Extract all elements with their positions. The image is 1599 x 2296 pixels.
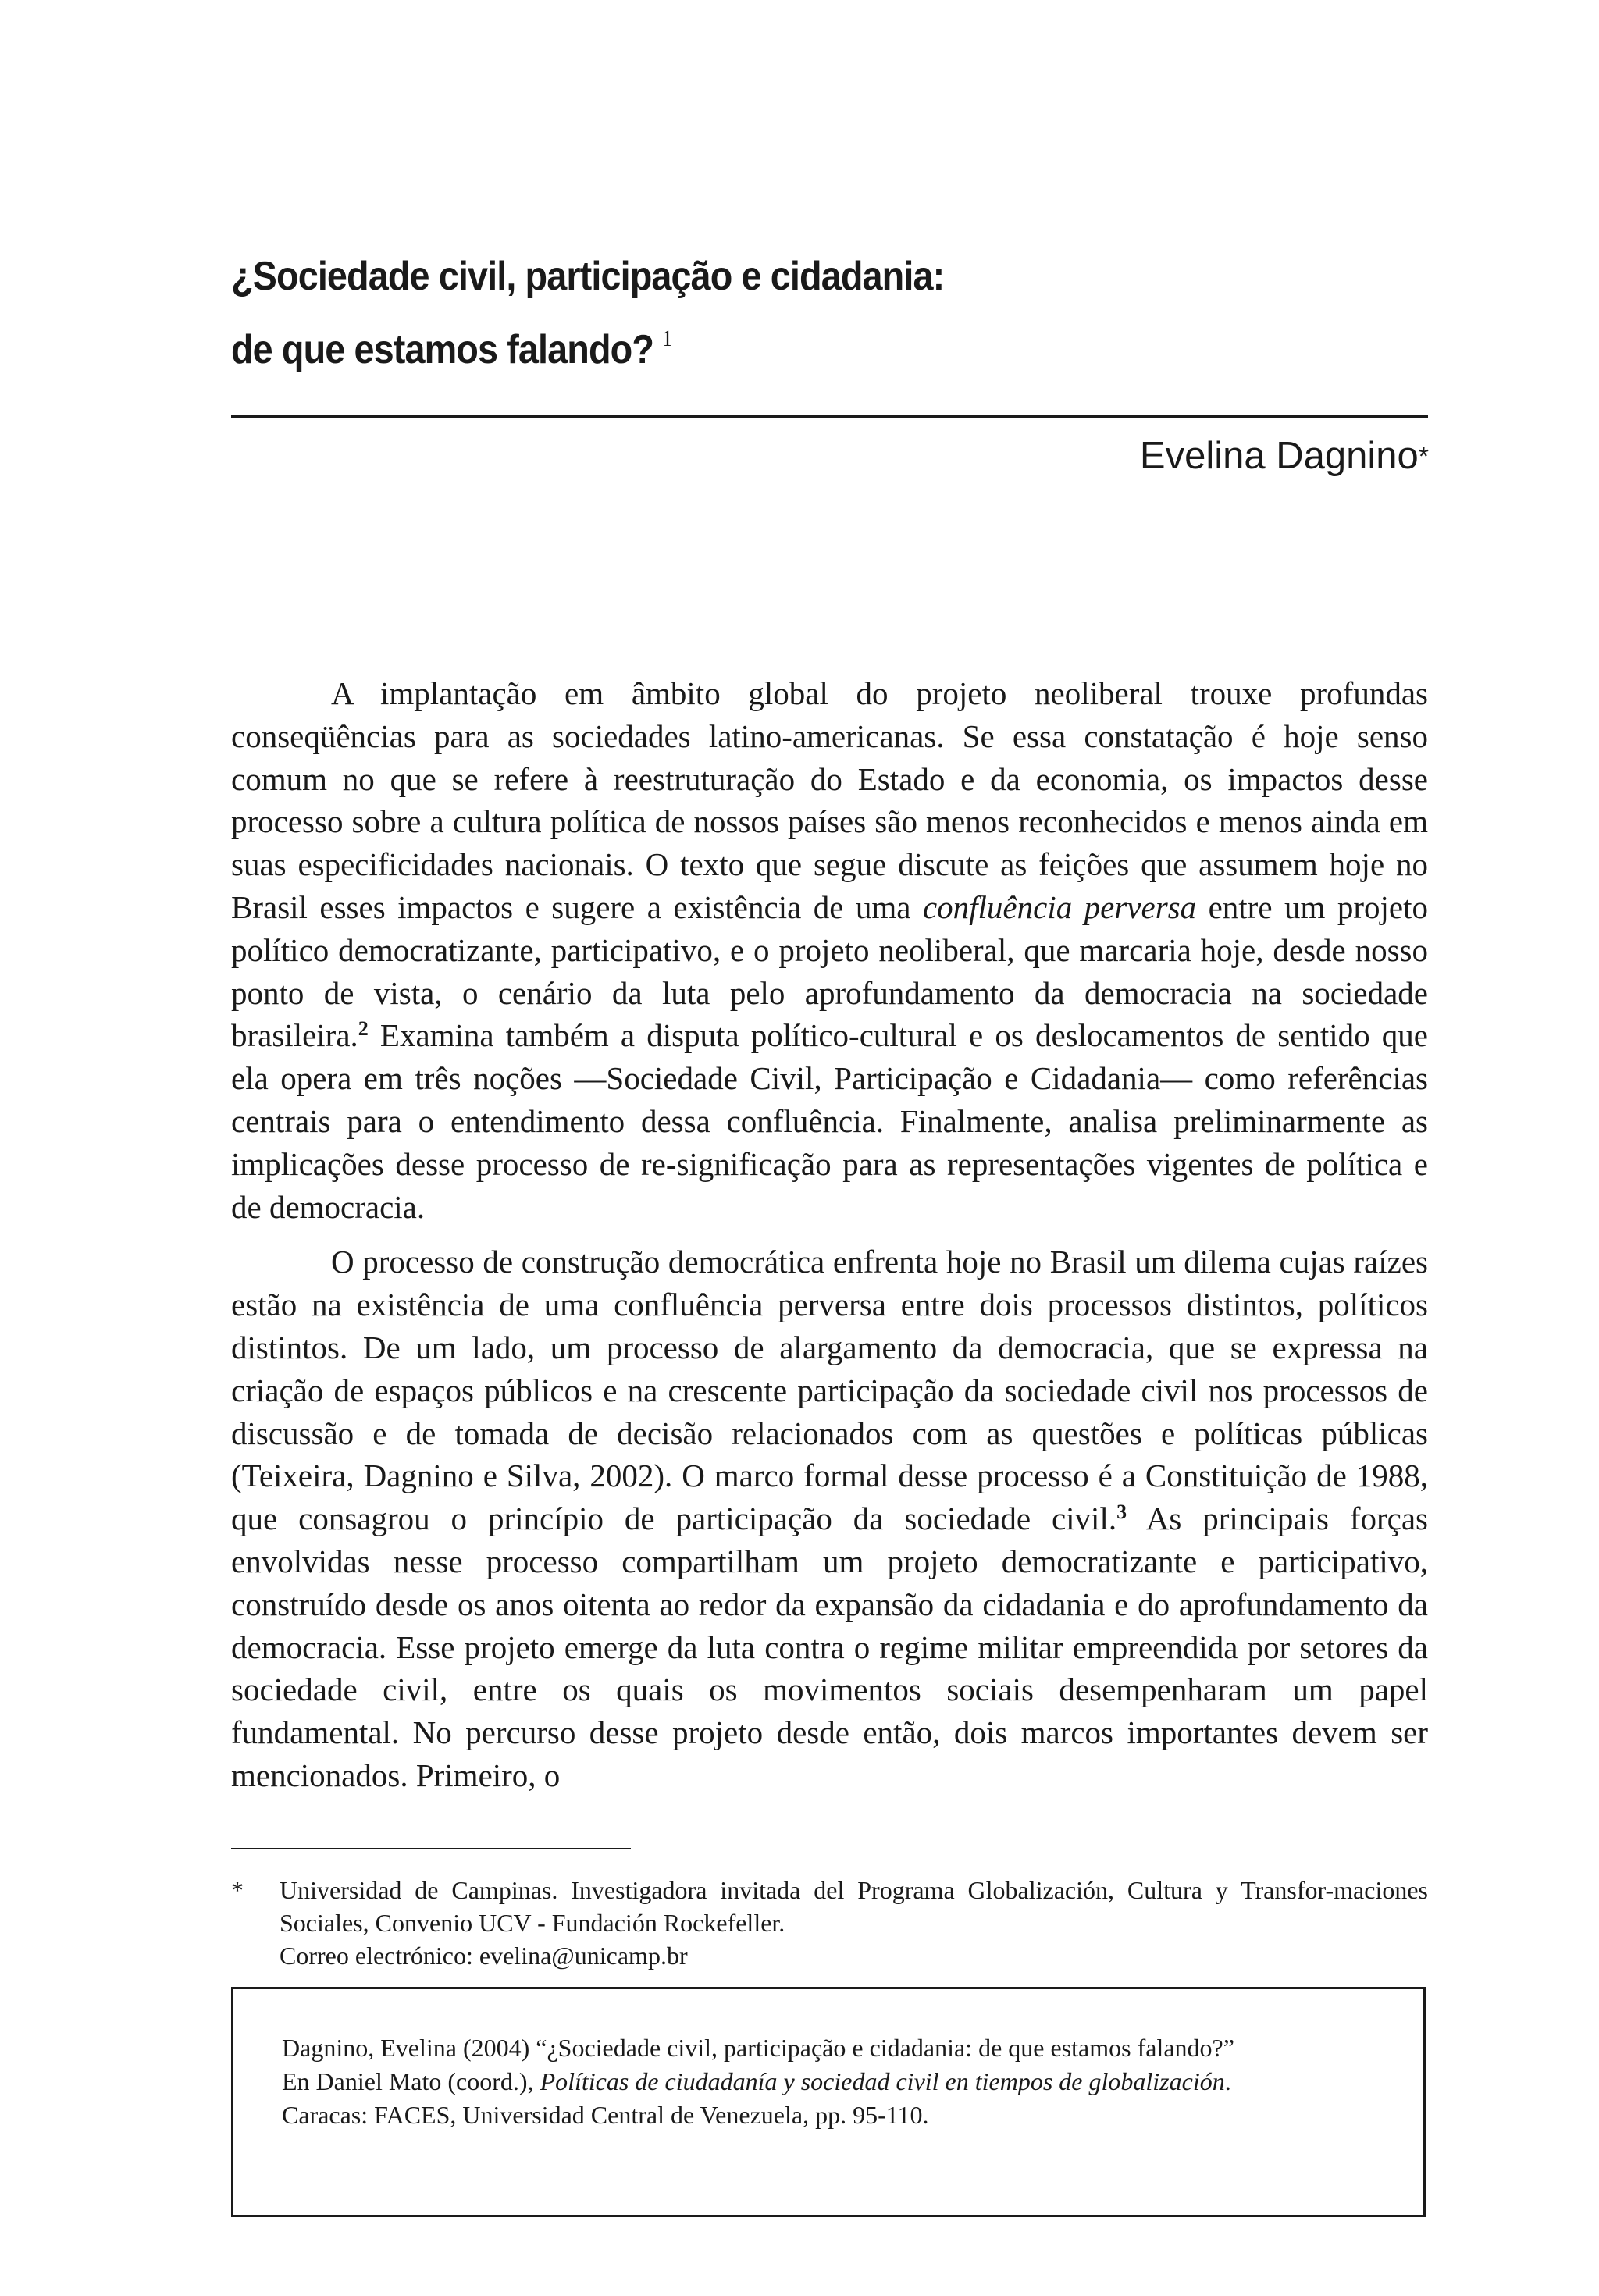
citation-editor: En Daniel Mato (coord.), [282, 2067, 540, 2095]
author-byline [1140, 431, 1429, 482]
paragraph-2-text-b: As principais forças envolvidas nesse processo compartilham um projeto democratizante e participativo, construído desde os anos oitenta ao redor da expansão da cidadania e do aprofundamento da democracia. Esse projeto emerge da luta contra o regime militar empreendida por setores da sociedade civil, entre os quais os movimentos sociais desempenharam um papel fundamental. No percurso desse projeto desde então, dois marcos importantes devem ser mencionados. Primeiro, o [231, 1500, 1429, 1793]
paragraph-2 [231, 1241, 1428, 1796]
author-footnote-marker[interactable]: * [1418, 442, 1429, 472]
footnote-divider [231, 1848, 631, 1849]
footnote-email: Correo electrónico: evelina@unicamp.br [280, 1942, 688, 1970]
article-title [231, 246, 1327, 381]
citation-box [231, 1987, 1426, 2217]
paragraph-1-text-b: entre um projeto político democratizante, participativo, e o projeto neoliberal, que marcaria hoje, desde nosso ponto de vista, o cenário da luta pelo aprofundamento da democracia na sociedade brasileira. [231, 888, 1428, 1054]
author-footnote [231, 1874, 1428, 1972]
footnote-mark: * [231, 1876, 244, 1904]
title-line-2: de que estamos falando? [231, 327, 654, 372]
citation-line-1: Dagnino, Evelina (2004) “¿Sociedade civil, participação e cidadania: de que estamos falando?” [282, 2034, 1234, 2062]
footnote-ref-3[interactable]: 3 [1116, 1500, 1127, 1524]
title-divider [231, 415, 1428, 418]
title-line-1: ¿Sociedade civil, participação e cidadania: [231, 254, 945, 299]
citation-text [282, 2031, 1391, 2132]
citation-line-2-end: . [1224, 2067, 1231, 2095]
article-body [231, 672, 1428, 1810]
footnote-affiliation: Universidad de Campinas. Investigadora invitada del Programa Globalización, Cultura y Transfor-maciones Sociales, Convenio UCV - Fundación Rockefeller. [280, 1876, 1428, 1937]
title-footnote-marker[interactable]: 1 [661, 326, 672, 351]
citation-line-2 [282, 2065, 1391, 2098]
citation-book-title: Políticas de ciudadanía y sociedad civil en tiempos de globalización [540, 2067, 1225, 2095]
footnote-ref-2[interactable]: 2 [358, 1017, 369, 1041]
paragraph-1-emphasis: confluência perversa [922, 888, 1197, 925]
paragraph-2-text-a: O processo de construção democrática enfrenta hoje no Brasil um dilema cujas raízes estão na existência de uma confluência perversa entre dois processos distintos, políticos distintos. De um lado, um processo de alargamento da democracia, que se expressa na criação de espaços públicos e na crescente participação da sociedade civil nos processos de discussão e de tomada de decisão relacionados com as questões e políticas públicas (Teixeira, Dagnino e Silva, 2002). O marco formal desse processo é a Constituição de 1988, que consagrou o princípio de participação da sociedade civil. [231, 1244, 1428, 1537]
paragraph-1-text-a: A implantação em âmbito global do projeto neoliberal trouxe profundas conseqüências para as sociedades latino-americanas. Se essa constatação é hoje senso comum no que se refere à reestruturação do Estado e da economia, os impactos desse processo sobre a cultura política de nossos países são menos reconhecidos e menos ainda em suas especificidades nacionais. O texto que segue discute as feições que assumem hoje no Brasil esses impactos e sugere a existência de uma [231, 675, 1428, 925]
paragraph-1 [231, 672, 1428, 1228]
footnote-body [280, 1874, 1428, 1972]
citation-line-3: Caracas: FACES, Universidad Central de Venezuela, pp. 95-110. [282, 2101, 929, 2129]
author-name: Evelina Dagnino [1139, 435, 1419, 477]
paragraph-1-text-c: Examina também a disputa político-cultural e os deslocamentos de sentido que ela opera em três noções —Sociedade Civil, Participação e Cidadania— como referências centrais para o entendimento dessa confluência. Finalmente, analisa preliminarmente as implicações desse processo de re-significação para as representações vigentes de política e de democracia. [231, 1017, 1428, 1225]
